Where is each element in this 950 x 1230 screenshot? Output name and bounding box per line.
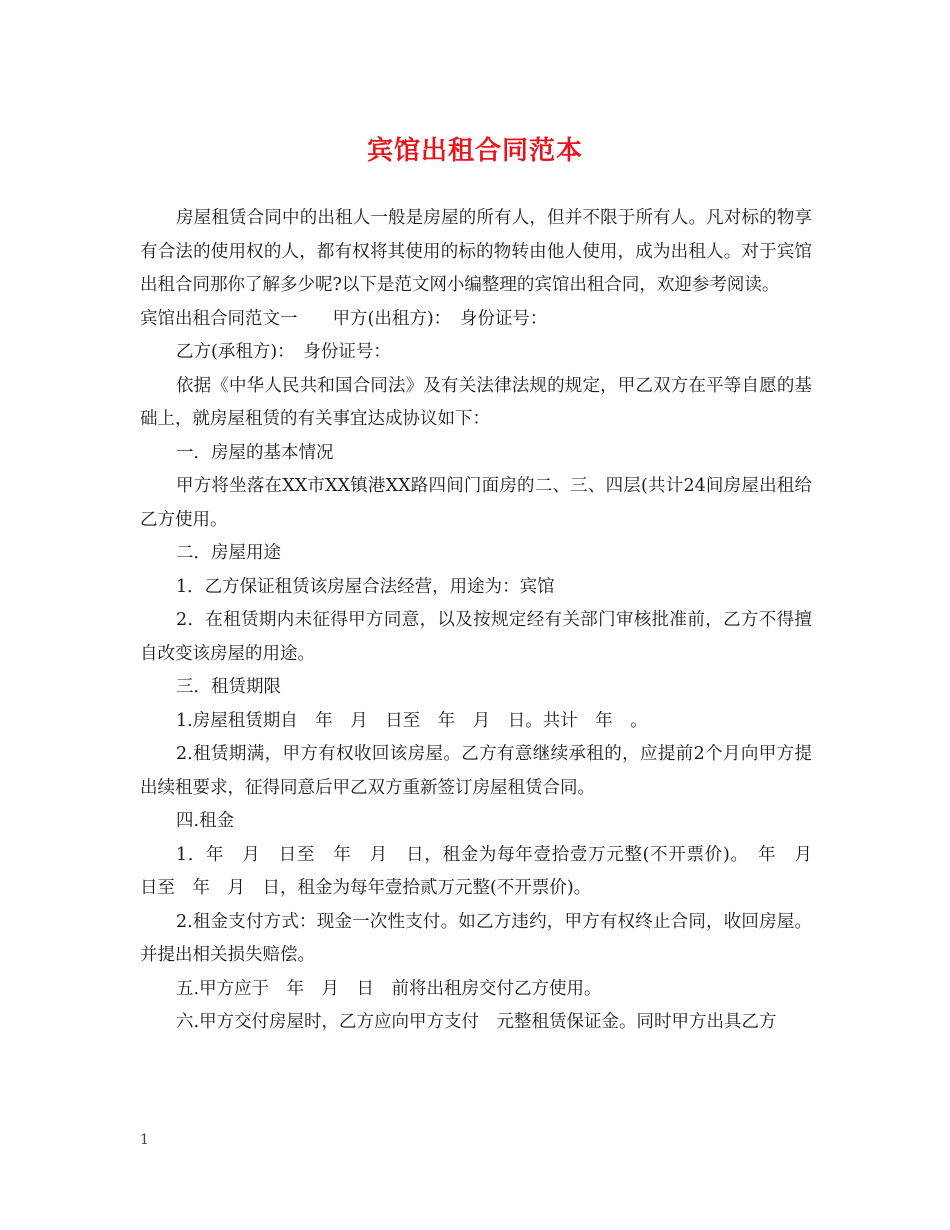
- section-heading-3: 三．租赁期限: [176, 677, 281, 697]
- paragraph-usage-2: 2．在租赁期内未征得甲方同意，以及按规定经有关部门审核批准前，乙方不得擅自改变该房屋的用途。: [140, 610, 812, 664]
- paragraph-basic-situation: 甲方将坐落在XX市XX镇港XX路四间门面房的二、三、四层(共计24间房屋出租给乙方使用。: [140, 476, 812, 530]
- paragraph-contract-header: 宾馆出租合同范文一 甲方(出租方)： 身份证号：: [140, 308, 548, 329]
- paragraph-party-b: 乙方(承租方)： 身份证号：: [176, 342, 391, 362]
- section-heading-2: 二．房屋用途: [176, 543, 281, 563]
- paragraph-intro: 房屋租赁合同中的出租人一般是房屋的所有人，但并不限于所有人。凡对标的物享有合法的使用权的人，都有权将其使用的标的物转由他人使用，成为出租人。对于宾馆出租合同那你了解多少呢?以下是范文网小编整理的宾馆出租合同，欢迎参考阅读。: [140, 208, 812, 295]
- paragraph-delivery: 五.甲方应于 年 月 日 前将出租房交付乙方使用。: [176, 978, 602, 999]
- document-body: [140, 202, 830, 1040]
- paragraph-basis: 依据《中华人民共和国合同法》及有关法律法规的规定，甲乙双方在平等自愿的基础上，就房屋租赁的有关事宜达成协议如下：: [140, 375, 812, 429]
- paragraph-rent-1: 1．年 月 日至 年 月 日，租金为每年壹拾壹万元整(不开票价)。 年 月 日至 年 月 日，租金为每年壹拾贰万元整(不开票价)。: [140, 844, 830, 898]
- page-number: 1: [140, 1132, 149, 1148]
- paragraph-deposit: 六.甲方交付房屋时，乙方应向甲方支付 元整租赁保证金。同时甲方出具乙方: [176, 1012, 777, 1032]
- section-heading-4: 四.租金: [176, 811, 235, 831]
- paragraph-term-2: 2.租赁期满，甲方有权收回该房屋。乙方有意继续承租的，应提前2个月向甲方提出续租要求，征得同意后甲乙双方重新签订房屋租赁合同。: [140, 744, 812, 798]
- paragraph-usage-1: 1．乙方保证租赁该房屋合法经营，用途为：宾馆: [176, 576, 555, 597]
- paragraph-rent-2: 2.租金支付方式：现金一次性支付。如乙方违约，甲方有权终止合同，收回房屋。并提出相关损失赔偿。: [140, 911, 812, 965]
- paragraph-term-1: 1.房屋租赁期自 年 月 日至 年 月 日。共计 年 。: [176, 710, 648, 731]
- section-heading-1: 一．房屋的基本情况: [176, 442, 334, 463]
- document-title: 宾馆出租合同范本: [366, 136, 583, 166]
